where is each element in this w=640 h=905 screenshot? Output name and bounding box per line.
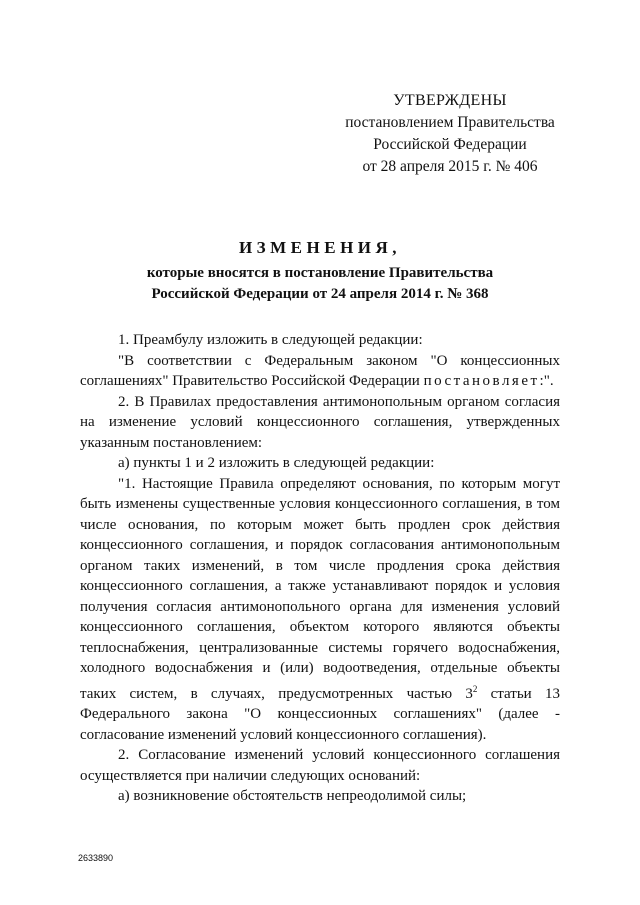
paragraph-7: а) возникновение обстоятельств непреодолимой силы; bbox=[118, 788, 467, 804]
document-subtitle bbox=[80, 263, 560, 305]
paragraph-5-superscript: 2 bbox=[472, 683, 478, 694]
document-body bbox=[80, 330, 560, 807]
paragraph-2-spaced-word: постановляет bbox=[423, 373, 540, 389]
paragraph-1: 1. Преамбулу изложить в следующей редакции: bbox=[118, 332, 423, 348]
approval-block bbox=[330, 90, 570, 178]
subtitle-line-1: которые вносятся в постановление Правительства bbox=[146, 265, 494, 281]
subtitle-line-2: Российской Федерации от 24 апреля 2014 г. № 368 bbox=[151, 286, 489, 302]
approval-line-2: Российской Федерации bbox=[373, 136, 527, 153]
paragraph-2-start: "В соответствии с Федеральным законом "О концессионных соглашениях" Правительство Российской Федерации bbox=[80, 352, 560, 389]
approval-heading: УТВЕРЖДЕНЫ bbox=[393, 92, 507, 109]
paragraph-5-end: статьи 13 Федерального закона "О концессионных соглашениях" (далее - согласование изменений условий концессионного соглашения). bbox=[80, 685, 560, 743]
paragraph-3: 2. В Правилах предоставления антимонопольным органом согласия на изменение условий концессионного соглашения, утвержденных указанным постановлением: bbox=[80, 393, 560, 451]
paragraph-5-start: "1. Настоящие Правила определяют основания, по которым могут быть изменены существенные условия концессионного соглашения, в том числе основания, по которым может быть продлен срок действия концессионного соглашения, и порядок согласования антимонопольным органом таких изменений, в том числе продления срока действия концессионного соглашения, а также устанавливают порядок и условия получения согласия антимонопольного органа для изменения условий концессионного соглашения, объектом которого являются объекты теплоснабжения, централизованные системы горячего водоснабжения, холодного водоснабжения и (или) водоотведения, отдельные объекты таких систем, в случаях, предусмотренных частью 3 bbox=[80, 475, 560, 702]
document-number: 2633890 bbox=[78, 853, 114, 863]
paragraph-6: 2. Согласование изменений условий концессионного соглашения осуществляется при наличии следующих оснований: bbox=[80, 747, 560, 784]
document-title: ИЗМЕНЕНИЯ, bbox=[238, 238, 402, 257]
paragraph-4: а) пункты 1 и 2 изложить в следующей редакции: bbox=[118, 455, 435, 471]
approval-line-1: постановлением Правительства bbox=[345, 114, 555, 131]
paragraph-2-end: :". bbox=[539, 373, 554, 389]
paragraph-5 bbox=[80, 474, 560, 746]
paragraph-2 bbox=[80, 351, 560, 392]
approval-line-3: от 28 апреля 2015 г. № 406 bbox=[362, 158, 538, 175]
